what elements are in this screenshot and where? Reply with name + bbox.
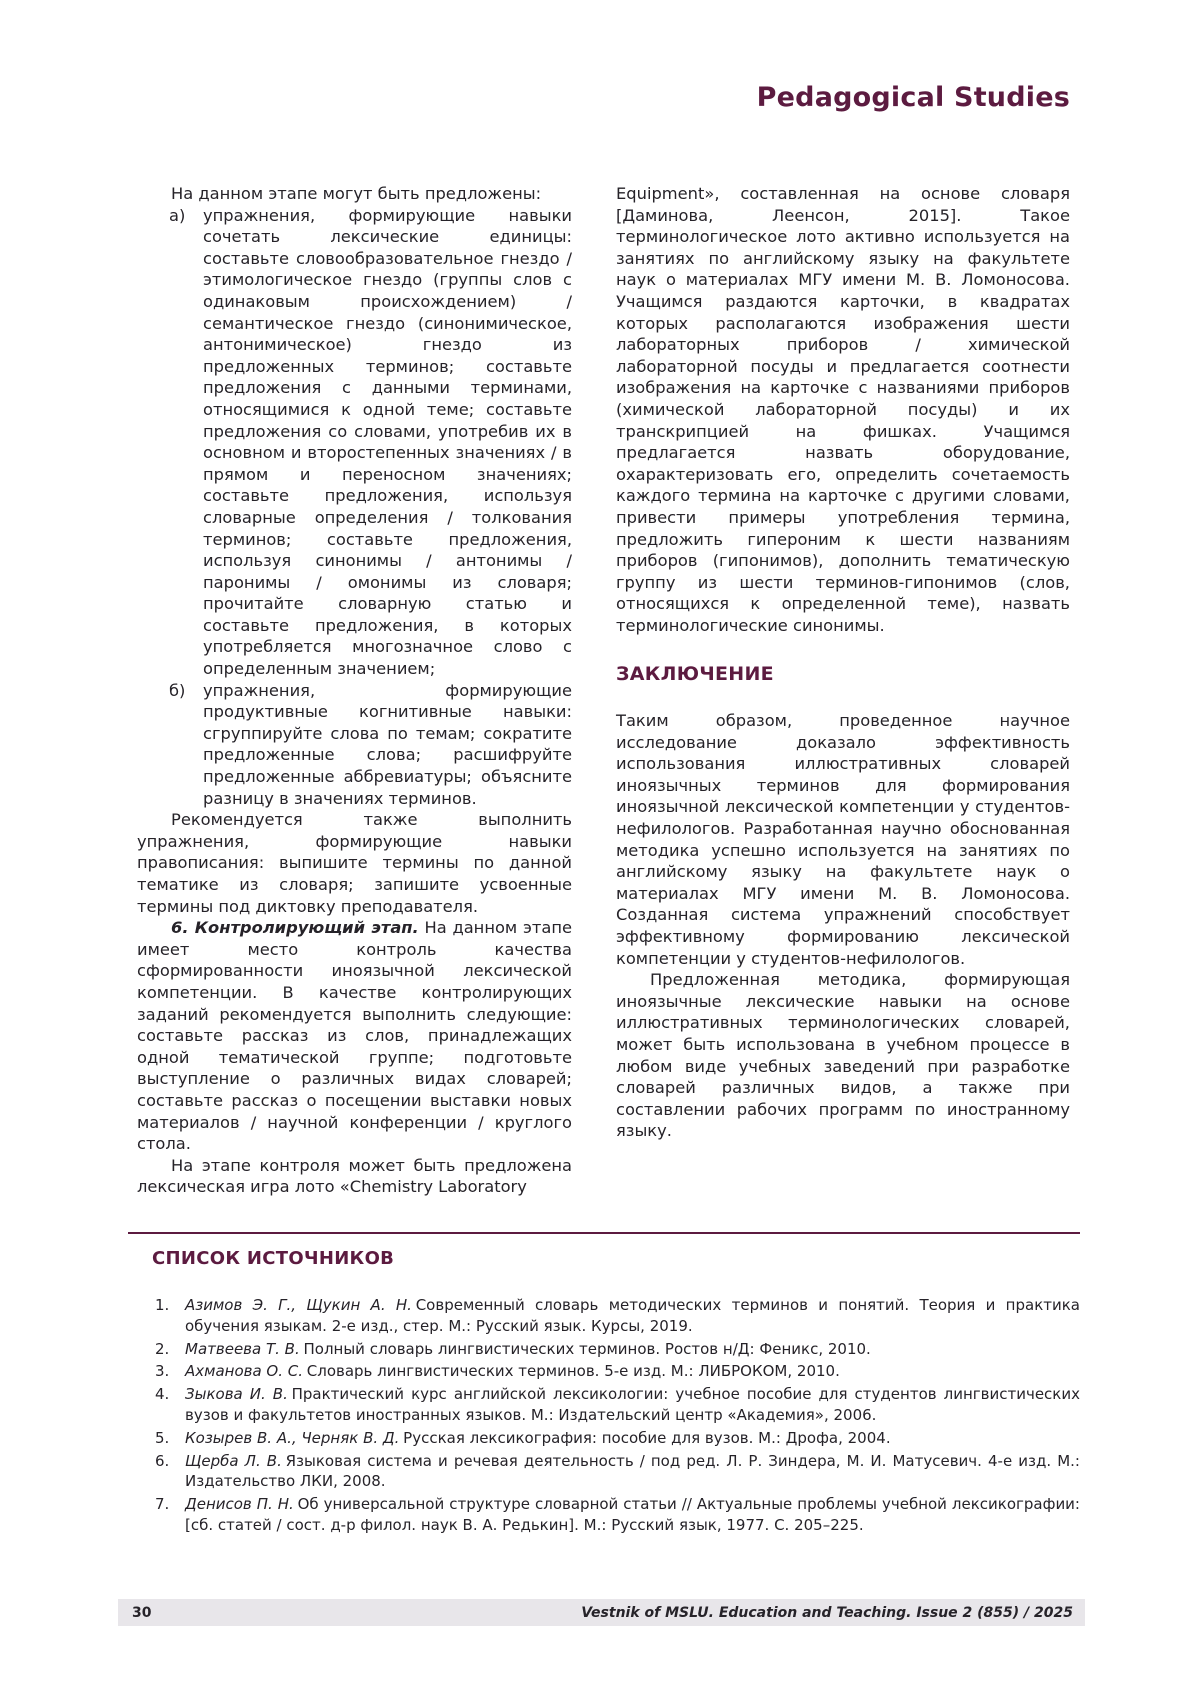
references-heading: СПИСОК ИСТОЧНИКОВ [152, 1248, 395, 1269]
reference-authors: Козырев В. А., Черняк В. Д. [185, 1428, 400, 1447]
reference-number: 4. [155, 1385, 170, 1404]
list-marker-b: б) [169, 680, 186, 700]
paragraph-equipment: Equipment», составленная на основе словаря [Даминова, Леенсон, 2015]. Такое терминологическое лото активно используется на занятиях по английскому языку на факультете наук о материалах МГУ имени М. В. Ломоносова. Учащимся раздаются карточки, в квадратах которых располагаются изображения шести лабораторных приборов / химической лабораторной посуды и предлагается соотнести изображения на карточке с названиями приборов (химической лабораторной посуды) и их транскрипцией на фишках. Учащимся предлагается назвать оборудование, охарактеризовать его, определить сочетаемость каждого термина на карточке с другими словами, привести примеры употребления термина, предложить гипероним к шести названиям приборов (гипонимов), дополнить тематическую группу из шести терминов-гипонимов (слов, относящихся к определенной теме), назвать терминологические синонимы. [616, 184, 1070, 635]
reference-item [152, 1384, 1080, 1426]
paragraph-conclusion-1: Таким образом, проведенное научное исследование доказало эффективность использования иллюстративных словарей иноязычных терминов для формирования иноязычной лексической компетенции у студентов-нефилологов. Разработанная научно обоснованная методика успешно используется на занятиях по английскому языку на факультете наук о материалах МГУ имени М. В. Ломоносова. Созданная система упражнений способствует эффективному формированию лексической компетенции у студентов-нефилологов. [616, 711, 1070, 968]
list-item-b [137, 680, 572, 810]
left-column [137, 183, 572, 1198]
reference-text: Практический курс английской лексикологии: учебное пособие для студентов лингвистических вузов и факультетов иностранных языков. М.: Издательский центр «Академия», 2006. [185, 1385, 1080, 1424]
reference-authors: Зыкова И. В. [185, 1385, 288, 1404]
list-text-b: упражнения, формирующие продуктивные когнитивные навыки: сгруппируйте слова по темам; сократите предложенные слова; расшифруйте предложенные аббревиатуры; объясните разницу в значениях терминов. [203, 680, 572, 808]
reference-number: 3. [155, 1362, 170, 1381]
paragraph-control: На этапе контроля может быть предложена лексическая игра лото «Chemistry Laboratory [137, 1155, 572, 1197]
reference-number: 2. [155, 1339, 170, 1358]
paragraph-conclusion-2: Предложенная методика, формирующая иноязычные лексические навыки на основе иллюстративных терминологических словарей, может быть использована в учебном процессе в любом виде учебных заведений при разработке словарей различных видов, а также при составлении рабочих программ по иностранному языку. [616, 970, 1070, 1141]
reference-text: Об универсальной структуре словарной статьи // Актуальные проблемы учебной лексикографии: [сб. статей / сост. д-р филол. наук В. А. Редькин]. М.: Русский язык, 1977. С. 205–225. [185, 1495, 1080, 1534]
reference-number: 7. [155, 1495, 170, 1514]
reference-authors: Щерба Л. В. [185, 1451, 282, 1470]
reference-text: Полный словарь лингвистических терминов. Ростов н/Д: Феникс, 2010. [303, 1339, 871, 1358]
references-list [152, 1295, 1080, 1536]
paragraph-stage6 [137, 917, 572, 1155]
section-title: Pedagogical Studies [756, 82, 1070, 113]
page-number: 30 [132, 1604, 152, 1621]
stage6-lead: 6. Контролирующий этап. [171, 918, 419, 938]
references-section [128, 1232, 1080, 1538]
journal-footer-line: Vestnik of MSLU. Education and Teaching. Issue 2 (855) / 2025 [581, 1604, 1073, 1621]
page-header [137, 82, 1070, 113]
reference-text: Словарь лингвистических терминов. 5-е изд. М.: ЛИБРОКОМ, 2010. [306, 1362, 840, 1381]
reference-item [152, 1339, 1080, 1360]
page-footer [118, 1599, 1085, 1626]
reference-number: 6. [155, 1451, 170, 1470]
reference-authors: Азимов Э. Г., Щукин А. Н. [185, 1296, 412, 1314]
list-item-a [137, 205, 572, 680]
reference-item [152, 1295, 1080, 1337]
intro-paragraph: На данном этапе могут быть предложены: [171, 184, 542, 203]
reference-text: Современный словарь методических терминов и понятий. Теория и практика обучения языкам. 2-е изд., стер. М.: Русский язык. Курсы, 2019. [185, 1296, 1080, 1335]
reference-item [152, 1494, 1080, 1536]
list-text-a: упражнения, формирующие навыки сочетать лексические единицы: составьте словообразовательное гнездо / этимологическое гнездо (группы слов с одинаковым происхождением) / семантическое гнездо (синонимическое, антонимическое) гнездо из предложенных терминов; составьте предложения с данными терминами, относящимися к одной теме; составьте предложения со словами, употребив их в основном и второстепенных значениях / в прямом и переносном значениях; составьте предложения, используя словарные определения / толкования терминов; составьте предложения, используя синонимы / антонимы / паронимы / омонимы из словаря; прочитайте словарную статью и составьте предложения, в которых употребляется многозначное слово с определенным значением; [203, 205, 572, 679]
reference-authors: Матвеева Т. В. [185, 1339, 300, 1358]
reference-number: 5. [155, 1428, 170, 1447]
reference-authors: Денисов П. Н. [185, 1495, 294, 1514]
reference-text: Языковая система и речевая деятельность / под ред. Л. Р. Зиндера, М. И. Матусевич. 4-е изд. М.: Издательство ЛКИ, 2008. [185, 1451, 1080, 1491]
conclusion-heading: ЗАКЛЮЧЕНИЕ [616, 663, 774, 686]
reference-item [152, 1428, 1080, 1449]
section-divider [128, 1232, 1080, 1234]
list-marker-a: а) [169, 205, 186, 225]
reference-authors: Ахманова О. С. [185, 1362, 304, 1381]
article-body [137, 183, 1070, 1198]
stage6-rest: На данном этапе имеет место контроль качества сформированности иноязычной лексической компетенции. В качестве контролирующих заданий рекомендуется выполнить следующие: составьте рассказ из слов, принадлежащих одной тематической группе; подготовьте выступление о различных видах словарей; составьте рассказ о посещении выставки новых материалов / научной конференции / круглого стола. [137, 918, 572, 1154]
reference-text: Русская лексикография: пособие для вузов. М.: Дрофа, 2004. [403, 1428, 891, 1447]
reference-number: 1. [155, 1296, 170, 1314]
paragraph-recommend: Рекомендуется также выполнить упражнения, формирующие навыки правописания: выпишите термины по данной тематике из словаря; запишите усвоенные термины под диктовку преподавателя. [137, 810, 572, 916]
right-column [616, 183, 1070, 1198]
reference-item [152, 1361, 1080, 1382]
reference-item [152, 1451, 1080, 1493]
